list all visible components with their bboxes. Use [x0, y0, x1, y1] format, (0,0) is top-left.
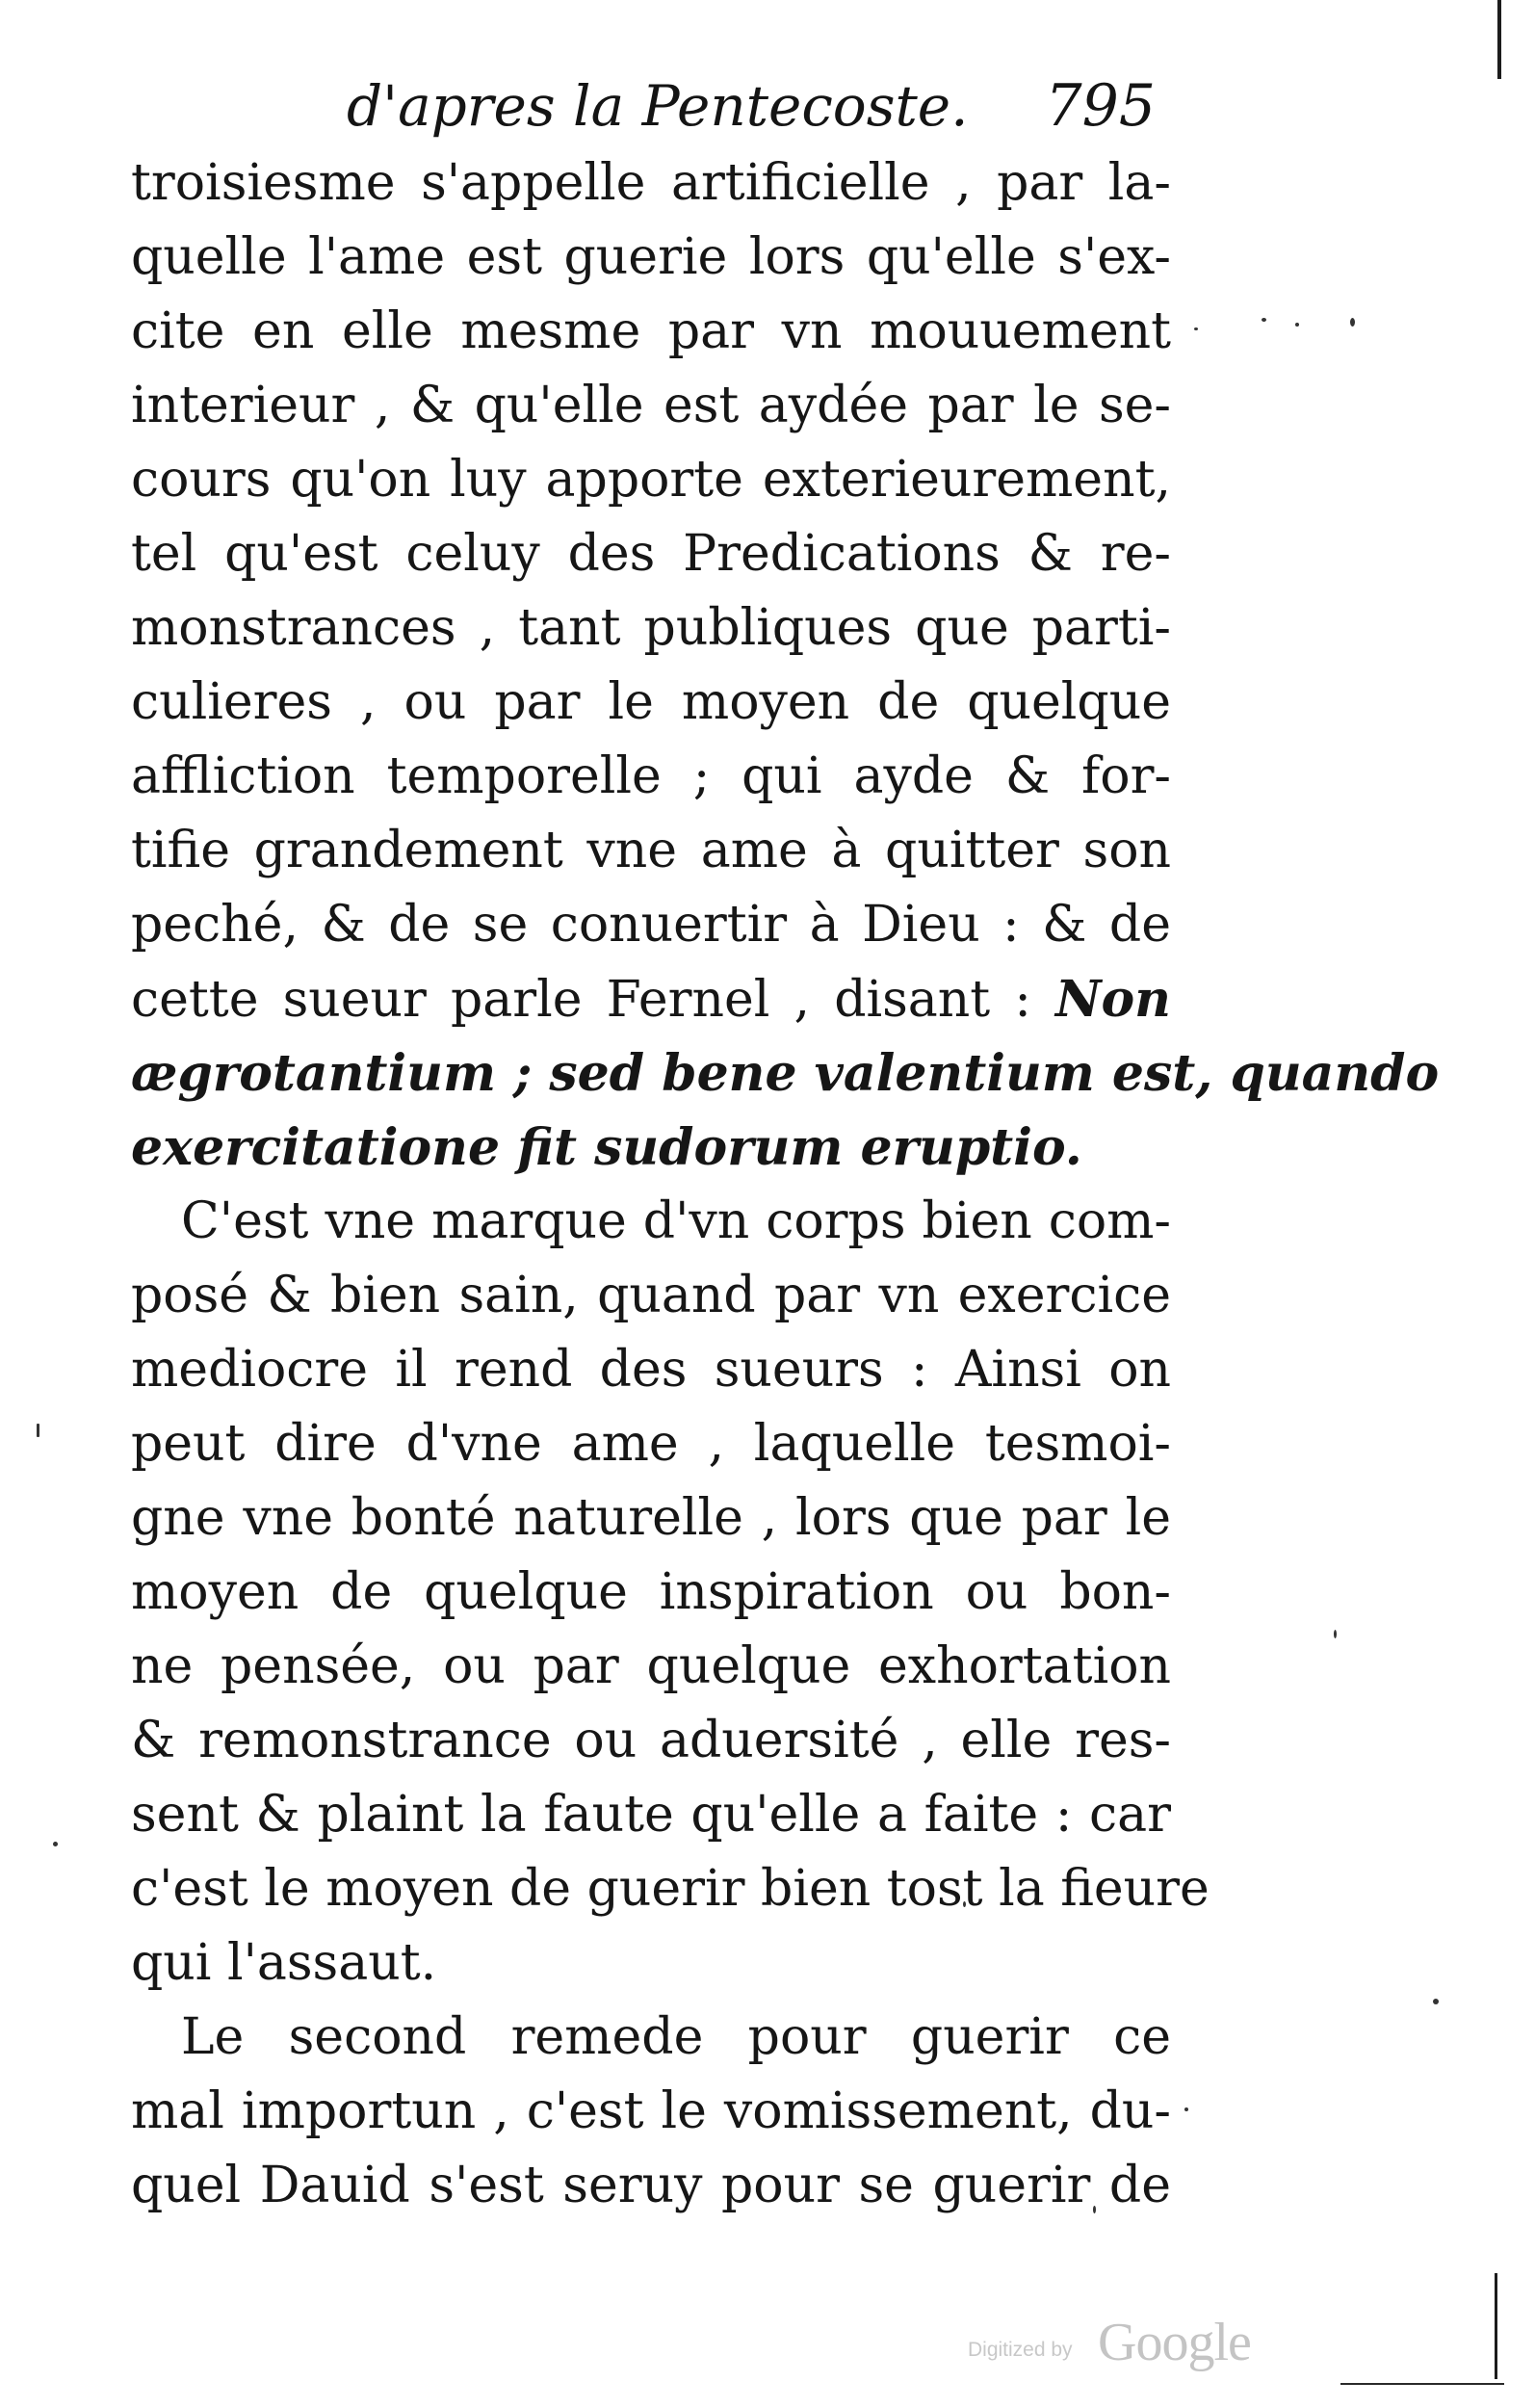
body-text: [131, 146, 1440, 2223]
text-line: cite en elle mesme par vn mouuement: [131, 302, 1171, 360]
text-line: affliction temporelle ; qui ayde & for-: [131, 747, 1171, 805]
text-line: quel Dauid s'est seruy pour se guerir de: [131, 2157, 1171, 2214]
scan-edge-rule: [1340, 2383, 1504, 2385]
page-header: [347, 67, 1156, 144]
page-number: 795: [1045, 72, 1156, 140]
text-line: C'est vne marque d'vn corps bien com-: [181, 1192, 1171, 1250]
speck: [1295, 323, 1299, 327]
speck: [1194, 327, 1198, 330]
text-line: ne pensée, ou par quelque exhortation: [131, 1637, 1171, 1695]
text-line: moyen de quelque inspiration ou bon-: [131, 1563, 1171, 1621]
text-line: troisiesme s'appelle artificielle , par la-: [131, 154, 1171, 212]
text-line: monstrances , tant publiques que parti-: [131, 599, 1171, 657]
text-line-with-latin: [131, 962, 1171, 1036]
text-line: tel qu'est celuy des Predications & re-: [131, 525, 1171, 583]
latin-quote-line: exercitatione fit sudorum eruptio.: [131, 1118, 1082, 1177]
text-line: peché, & de se conuertir à Dieu : & de: [131, 896, 1171, 954]
text-line: c'est le moyen de guerir bien tost la fieure: [131, 1860, 1210, 1918]
text-line: culieres , ou par le moyen de quelque: [131, 673, 1171, 731]
google-logo: Google: [1098, 2313, 1251, 2372]
digitized-watermark: [968, 2312, 1286, 2379]
text-line: qui l'assaut.: [131, 1934, 437, 1992]
text-line: quelle l'ame est guerie lors qu'elle s'ex-: [131, 228, 1171, 286]
speck: [1433, 1999, 1439, 2004]
text-line: gne vne bonté naturelle , lors que par le: [131, 1489, 1171, 1547]
text-line: interieur , & qu'elle est aydée par le se-: [131, 377, 1171, 434]
text-line: mediocre il rend des sueurs : Ainsi on: [131, 1341, 1171, 1399]
latin-quote-line: ægrotantium ; sed bene valentium est, quando: [131, 1044, 1440, 1103]
speck: [1334, 1630, 1337, 1638]
text-fragment: cette sueur parle Fernel , disant :: [131, 971, 1031, 1029]
text-line: & remonstrance ou aduersité , elle res-: [131, 1712, 1171, 1769]
speck: [37, 1424, 39, 1437]
speck: [53, 1842, 58, 1846]
running-title: d'apres la Pentecoste.: [347, 73, 969, 139]
text-line: peut dire d'vne ame , laquelle tesmoi-: [131, 1415, 1171, 1473]
text-line: posé & bien sain, quand par vn exercice: [131, 1267, 1171, 1324]
speck: [1262, 318, 1266, 322]
text-line: sent & plaint la faute qu'elle a faite : car: [131, 1786, 1171, 1844]
text-line: cours qu'on luy apporte exterieurement,: [131, 451, 1171, 509]
text-line: Le second remede pour guerir ce: [181, 2008, 1171, 2066]
speck: [1350, 318, 1355, 327]
speck: [1184, 2107, 1188, 2111]
scan-edge-bottom: [1495, 2273, 1497, 2379]
digitized-label: Digitized by: [968, 2339, 1073, 2361]
text-line: mal importun , c'est le vomissement, du-: [131, 2082, 1171, 2140]
scan-edge-top: [1497, 0, 1501, 79]
text-line: tifie grandement vne ame à quitter son: [131, 822, 1171, 879]
latin-quote-start: Non: [1054, 970, 1171, 1029]
